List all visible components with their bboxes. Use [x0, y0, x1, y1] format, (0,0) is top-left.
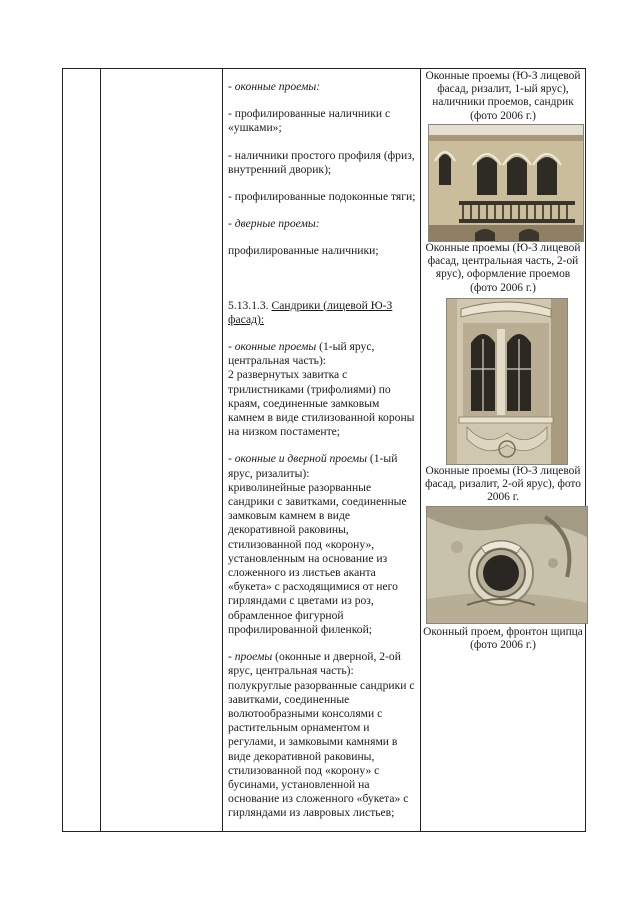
item-lead: - оконные и дверной проемы [228, 452, 368, 466]
list-item: профилированные наличники; [228, 244, 379, 258]
door-openings-heading: - дверные проемы: [228, 217, 320, 231]
list-item: - наличники простого профиля (фриз, внутренний дворик); [228, 148, 415, 176]
item-lead: - оконные проемы [228, 340, 317, 354]
facade-photo [428, 124, 584, 242]
photo-caption: Оконные проемы (Ю-З лицевой фасад, ризалит, 1-ый ярус), наличники проемов, сандрик (фото 2006 г.) [425, 70, 581, 122]
table-column-divider [420, 69, 421, 831]
item-lead: - проемы [228, 650, 273, 664]
round-window-photo [426, 506, 588, 624]
item-body: 2 развернутых завитка с трилистниками (трифолиями) по краям, соединенные замковым камнем в виде стилизованной короны на низком постаменте; [228, 368, 415, 439]
item-body: криволинейные разорванные сандрики с завитками, соединенные замковым камнем в виде декоративной раковины, стилизованной под «корону», установленным на основание из сложенного из листьев аканта «букета» с расходящимися от него гирляндами с цветами из роз, обрамленное фигурной профилированной филенкой; [228, 480, 407, 636]
item-qualifier: (1-ый ярус, ризалиты): [228, 452, 398, 480]
item-qualifier: (1-ый ярус, центральная часть): [228, 340, 375, 368]
item-qualifier: (оконные и дверной, 2-ой ярус, центральная часть): [228, 650, 401, 678]
table-column-divider [222, 69, 223, 831]
list-item: - профилированные наличники с «ушками»; [228, 107, 391, 135]
item-body: полукруглые разорванные сандрики с завитками, соединенные волютообразными консолями с растительным орнаментом и регулами, и замковыми камнями в виде декоративной раковины, стилизованной под «корону» с бусинами, установленной на основание из сложенного «букета» с гирляндами из лавровых листьев; [228, 678, 415, 820]
window-photo [446, 298, 568, 465]
section-number: 5.13.1.3. [228, 298, 269, 312]
photo-caption: Оконные проемы (Ю-З лицевой фасад, ризалит, 2-ой ярус), фото 2006 г. [425, 465, 581, 504]
window-openings-heading: - оконные проемы: [228, 80, 321, 93]
photo-caption: Оконные проемы (Ю-З лицевой фасад, центральная часть, 2-ой ярус), оформление проемов (фото 2006 г.) [425, 242, 581, 294]
list-item [228, 340, 418, 439]
list-item [228, 650, 418, 820]
description-column [228, 80, 418, 834]
table-column-divider [100, 69, 101, 831]
list-item: - профилированные подоконные тяги; [228, 190, 416, 204]
photo-caption: Оконный проем, фронтон щипца (фото 2006 г.) [423, 626, 583, 652]
section-heading [228, 299, 418, 327]
list-item [228, 452, 418, 637]
section-title: Сандрики (лицевой Ю-З фасад): [228, 298, 393, 326]
